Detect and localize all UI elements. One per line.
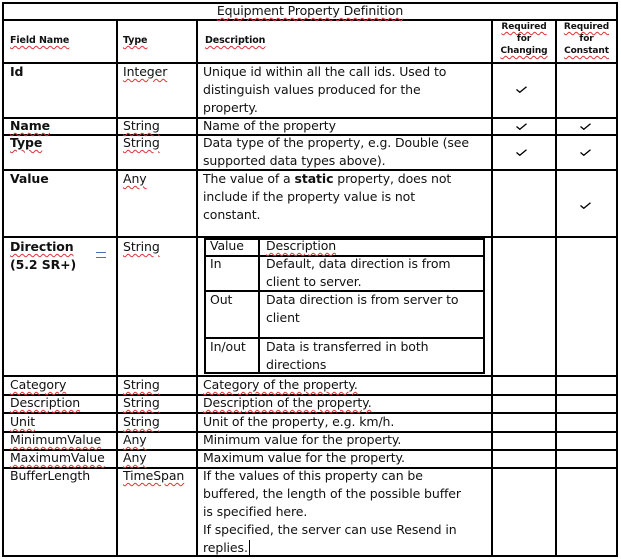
row-buffer-description[interactable]: If the values of this property can be buffered, the length of the possible buffer is specified here. If specified, the server can use Resend in replies.	[203, 468, 461, 555]
direction-values-table	[204, 238, 483, 373]
sub-header-description: Description	[266, 238, 337, 253]
header-field-name: Field Name	[10, 35, 70, 46]
checkmark-icon	[580, 202, 591, 209]
sub-row-value: Out	[210, 292, 233, 307]
row-maximum-name: MaximumValue	[10, 450, 105, 465]
checkmark-icon	[580, 123, 591, 130]
table-title	[2, 2, 618, 20]
row-description-description: Description of the property.	[203, 395, 372, 410]
column-divider	[555, 19, 557, 557]
checkmark-icon	[516, 123, 527, 130]
row-buffer-type: TimeSpan	[123, 468, 185, 483]
row-id-name: Id	[10, 64, 24, 79]
row-direction-name: Direction (5.2 SR+)	[10, 239, 77, 272]
row-category-description: Category of the property.	[203, 377, 358, 392]
sub-row-description: Data direction is from server to client	[266, 292, 459, 325]
row-type-name: Type	[10, 135, 43, 150]
column-divider	[196, 19, 198, 557]
row-name-type: String	[123, 118, 160, 133]
row-unit-type: String	[123, 414, 160, 429]
row-description-type: String	[123, 395, 160, 410]
sub-row-description: Data is transferred in both directions	[266, 339, 429, 372]
row-name-description: Name of the property	[203, 118, 336, 133]
row-value-description: The value of a static property, does not include if the property value is not constant.	[203, 171, 452, 222]
row-type-type: String	[123, 135, 160, 150]
table-border	[616, 2, 618, 557]
column-divider	[116, 19, 118, 557]
row-unit-name: Unit	[10, 414, 36, 429]
row-id-type: Integer	[123, 64, 168, 79]
row-unit-description: Unit of the property, e.g. km/h.	[203, 414, 395, 429]
row-minimum-description: Minimum value for the property.	[203, 432, 402, 447]
row-category-name: Category	[10, 377, 67, 392]
checkmark-icon	[516, 149, 527, 156]
move-handle-icon[interactable]	[96, 252, 106, 258]
sub-header-value: Value	[210, 238, 244, 253]
row-value-name: Value	[10, 171, 49, 186]
table-title-text: Equipment Property Definition	[216, 3, 404, 18]
row-id-description: Unique id within all the call ids. Used to distinguish values produced for the property.	[203, 64, 447, 115]
sub-row-description: Default, data direction is from client to server.	[266, 256, 451, 289]
header-required-changing: Required for Changing	[500, 22, 548, 56]
row-name-name: Name	[10, 118, 50, 133]
row-maximum-description: Maximum value for the property.	[203, 450, 405, 465]
row-maximum-type: Any	[123, 450, 147, 465]
row-minimum-type: Any	[123, 432, 147, 447]
header-type: Type	[123, 35, 148, 46]
sub-row-value: In/out	[210, 339, 246, 354]
checkmark-icon	[516, 86, 527, 93]
row-description-name: Description	[10, 395, 81, 410]
column-divider	[491, 19, 493, 557]
row-category-type: String	[123, 377, 160, 392]
header-description: Description	[205, 35, 266, 46]
sub-row-value: In	[210, 256, 222, 271]
row-direction-type: String	[123, 239, 160, 254]
row-buffer-name: BufferLength	[10, 468, 91, 483]
property-definition-table	[2, 2, 618, 557]
row-minimum-name: MinimumValue	[10, 432, 102, 447]
text-cursor	[249, 540, 250, 555]
row-value-type: Any	[123, 171, 147, 186]
row-type-description: Data type of the property, e.g. Double (see supported data types above).	[203, 135, 469, 168]
header-required-constant: Required for Constant	[563, 22, 610, 56]
table-border	[2, 2, 4, 557]
checkmark-icon	[580, 149, 591, 156]
